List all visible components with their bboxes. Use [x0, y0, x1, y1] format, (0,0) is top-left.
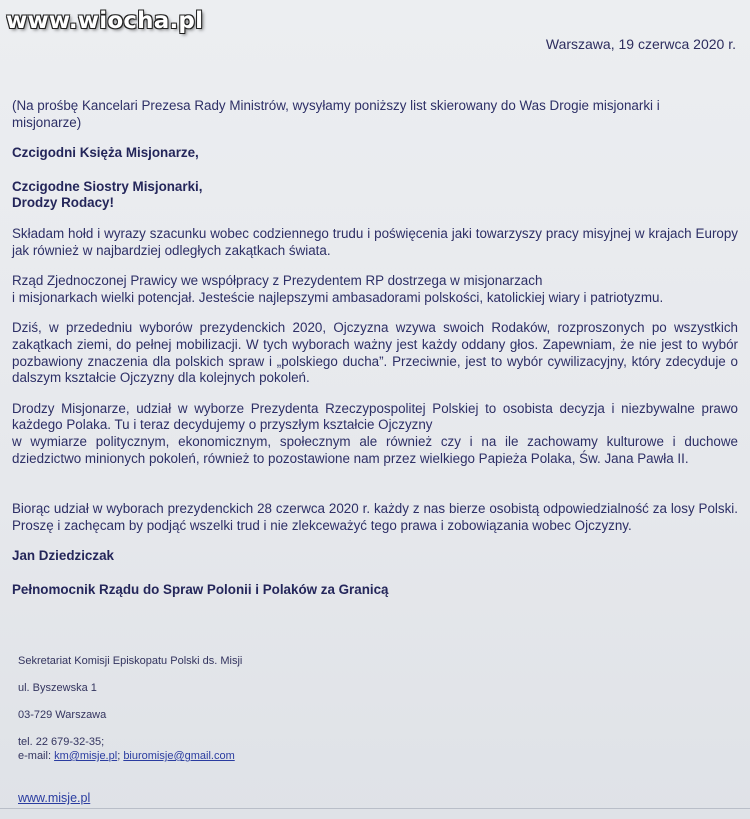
paragraph-3: Dziś, w przededniu wyborów prezydenckich 2020, Ojczyzna wzywa swoich Rodaków, rozproszonych po wszystkich zakątkach ziemi, do pełnej mobilizacji. W tych wyborach ważny jest każdy oddany głos. Zapewniam, że nie jest to wybór pozbawiony znaczenia dla polskich spraw i „polskiego ducha”. Przeciwnie, jest to wybór cywilizacyjny, który zdecyduje o dalszym kształcie Ojczyzny dla kolejnych pokoleń. — [12, 320, 738, 386]
email-link-km[interactable]: km@misje.pl — [54, 750, 118, 762]
website-link[interactable]: www.misje.pl — [18, 791, 91, 805]
letter-date: Warszawa, 19 czerwca 2020 r. — [545, 36, 736, 52]
footer-email-label: e-mail: — [18, 750, 55, 762]
watermark-logo: www.wiocha.pl — [6, 8, 204, 34]
footer-org: Sekretariat Komisji Episkopatu Polski ds. Misji — [18, 655, 243, 667]
intro-line-1: (Na prośbę Kancelari Prezesa Rady Ministrów, wysyłamy poniższy list skierowany do Was Drogie misjonarki i — [12, 98, 660, 113]
paragraph-5: Biorąc udział w wyborach prezydenckich 28 czerwca 2020 r. każdy z nas bierze osobistą odpowiedzialność za losy Polski. Proszę i zachęcam by podjąć wszelki trud i nie zlekceważyć tego prawa i zobowiązania wobec Ojczyzny. — [12, 501, 738, 533]
footer-street: ul. Byszewska 1 — [18, 682, 97, 694]
email-link-biuro[interactable]: biuromisje@gmail.com — [123, 750, 235, 762]
paragraph-1: Składam hołd i wyrazy szacunku wobec codziennego trudu i poświęcenia jaki towarzyszy pracy misyjnej w krajach Europy jak również w najbardziej odległych zakątkach świata. — [12, 225, 738, 258]
paragraph-2-line-2: i misjonarkach wielki potencjał. Jesteście najlepszymi ambasadorami polskości, katolickiej wiary i patriotyzmu. — [12, 289, 664, 305]
greeting-priests: Czcigodni Księża Misjonarze, — [12, 145, 199, 161]
footer-email-sep: ; — [117, 750, 124, 762]
intro-line-2: misjonarze) — [12, 114, 82, 130]
footer-email-line — [18, 749, 518, 763]
letter-body — [12, 98, 738, 598]
signature-name: Jan Dziedziczak — [12, 548, 114, 564]
footer-contact — [18, 654, 518, 763]
paragraph-2-line-1: Rząd Zjednoczonej Prawicy we współpracy z Prezydentem RP dostrzega w misjonarzach — [12, 273, 543, 289]
greeting-sisters: Czcigodne Siostry Misjonarki, — [12, 178, 203, 194]
greeting-compatriots: Drodzy Rodacy! — [12, 195, 114, 211]
paragraph-4-part-1: Drodzy Misjonarze, udział w wyborze Prezydenta Rzeczypospolitej Polskiej to osobista decyzja i niezbywalne prawo każdego Polaka. Tu i teraz decydujemy o przyszłym kształcie Ojczyzny — [12, 400, 738, 433]
bottom-divider — [0, 808, 750, 809]
footer-tel: tel. 22 679-32-35; — [18, 736, 105, 748]
footer-city: 03-729 Warszawa — [18, 709, 107, 721]
paragraph-4-part-2: w wymiarze politycznym, ekonomicznym, społecznym ale również czy i na ile zachowamy kulturowe i duchowe dziedzictwo minionych pokoleń, również to pozostawione nam przez wielkiego Papieża Polaka, Św. Jana Pawła II. — [12, 433, 738, 466]
signature-title: Pełnomocnik Rządu do Spraw Polonii i Polaków za Granicą — [12, 581, 389, 597]
